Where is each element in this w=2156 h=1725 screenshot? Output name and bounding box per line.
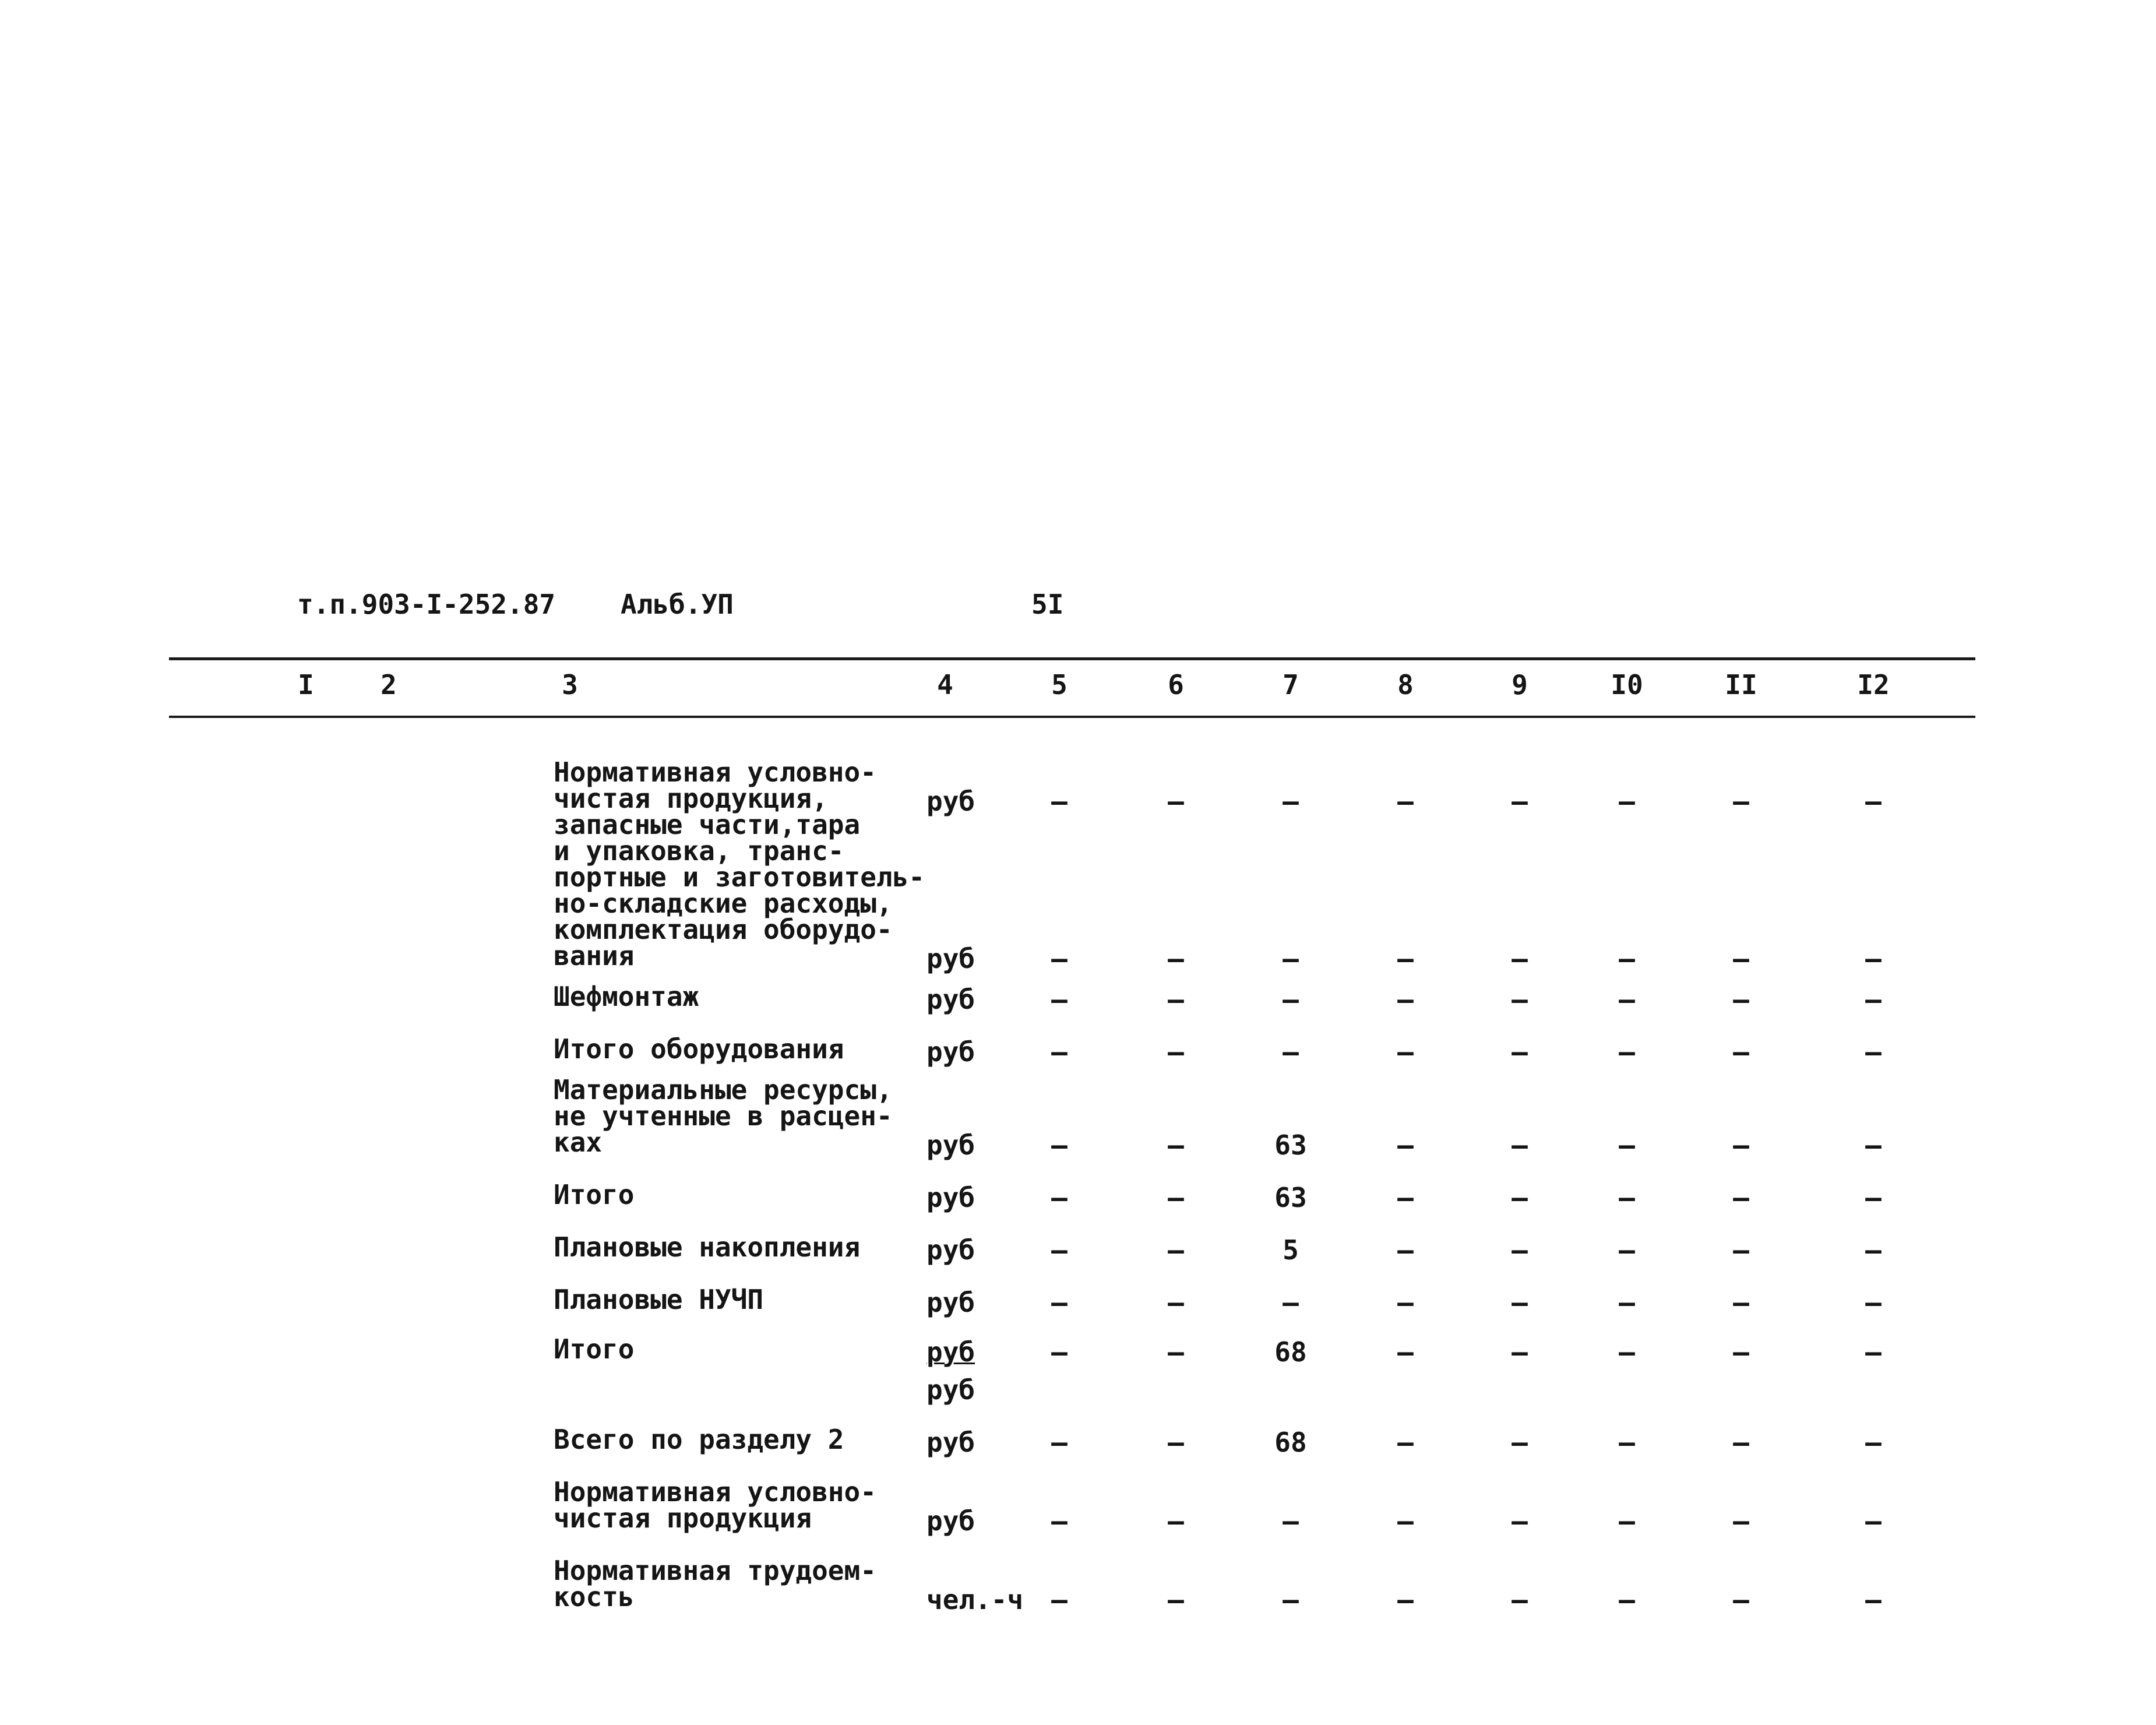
row-value: – (1051, 1182, 1068, 1213)
row-value: – (1619, 1584, 1635, 1615)
row-value: – (1283, 1287, 1299, 1318)
column-number-1: I (298, 669, 314, 700)
row-value: – (1733, 1336, 1749, 1368)
row-value: – (1168, 1336, 1184, 1368)
row-unit: руб (926, 786, 975, 817)
row-unit: руб (926, 1287, 975, 1318)
row-description: Итого (554, 1179, 635, 1210)
row-value: – (1619, 943, 1635, 974)
row-value: – (1865, 943, 1882, 974)
row-value: – (1619, 1129, 1635, 1161)
row-value: – (1619, 1287, 1635, 1318)
row-value: – (1051, 1234, 1068, 1266)
row-value: – (1865, 1505, 1882, 1537)
row-value: – (1619, 1234, 1635, 1266)
row-value: – (1168, 1129, 1184, 1161)
row-value: – (1397, 1287, 1414, 1318)
column-number-7: 7 (1283, 669, 1299, 700)
row-unit: руб (926, 1427, 975, 1458)
row-value: – (1512, 943, 1528, 974)
column-number-3: 3 (562, 669, 578, 700)
row-value: – (1619, 1182, 1635, 1213)
row-value: – (1283, 943, 1299, 974)
row-description: Нормативная трудоем- кость (554, 1555, 876, 1613)
table-top-rule (169, 657, 1975, 660)
row-value: – (1051, 1287, 1068, 1318)
column-number-4: 4 (937, 669, 953, 700)
row-value: – (1397, 1129, 1414, 1161)
row-value: – (1865, 1036, 1882, 1068)
row-value: – (1168, 1505, 1184, 1537)
row-value: – (1283, 786, 1299, 817)
row-description: Всего по разделу 2 (554, 1424, 844, 1455)
row-value: – (1397, 984, 1414, 1015)
row-value: – (1512, 1129, 1528, 1161)
row-description: Нормативная условно- чистая продукция (554, 1476, 876, 1534)
row-value: – (1733, 1182, 1749, 1213)
row-value: – (1733, 1234, 1749, 1266)
row-value: – (1512, 1234, 1528, 1266)
row-value: – (1512, 1505, 1528, 1537)
row-unit: руб (926, 984, 975, 1015)
row-value: – (1512, 1584, 1528, 1615)
row-value: – (1733, 1584, 1749, 1615)
row-description: Шефмонтаж (554, 981, 699, 1012)
row-value: – (1051, 786, 1068, 817)
row-value: – (1168, 1234, 1184, 1266)
row-value: – (1051, 1336, 1068, 1368)
row-value: – (1168, 786, 1184, 817)
row-value: – (1619, 1336, 1635, 1368)
row-description: Плановые накопления (554, 1231, 861, 1263)
row-value: – (1619, 786, 1635, 817)
row-value: – (1512, 786, 1528, 817)
row-unit: руб (926, 1129, 975, 1161)
row-value: – (1733, 1427, 1749, 1458)
column-number-5: 5 (1051, 669, 1068, 700)
row-value: 63 (1274, 1182, 1307, 1213)
row-value: – (1051, 1129, 1068, 1161)
row-value: – (1283, 984, 1299, 1015)
row-description: Итого оборудования (554, 1033, 844, 1065)
column-number-12: I2 (1857, 669, 1890, 700)
row-value: – (1865, 1584, 1882, 1615)
row-value: – (1051, 1505, 1068, 1537)
page-number: 5I (1031, 589, 1064, 620)
doc-code: т.п.903-I-252.87 (297, 589, 556, 620)
row-value: 63 (1274, 1129, 1307, 1161)
row-value: 68 (1274, 1427, 1307, 1458)
row-value: – (1733, 786, 1749, 817)
row-value: – (1283, 1505, 1299, 1537)
row-value: – (1733, 943, 1749, 974)
row-value: – (1168, 943, 1184, 974)
row-description: Нормативная условно- чистая продукция, (554, 756, 876, 814)
row-value: – (1865, 1336, 1882, 1368)
row-value: – (1865, 1129, 1882, 1161)
row-value: – (1397, 786, 1414, 817)
album-label: Альб.УП (621, 589, 734, 620)
row-value: – (1865, 1182, 1882, 1213)
column-number-10: I0 (1611, 669, 1643, 700)
row-value: – (1619, 1036, 1635, 1068)
row-value: – (1512, 1427, 1528, 1458)
row-value: – (1168, 1427, 1184, 1458)
row-value: – (1397, 1182, 1414, 1213)
row-value: – (1619, 1505, 1635, 1537)
row-value: – (1512, 1036, 1528, 1068)
row-value: – (1397, 1234, 1414, 1266)
row-unit: руб (926, 1505, 975, 1537)
row-value: – (1051, 1427, 1068, 1458)
row-value: – (1512, 1336, 1528, 1368)
row-value: – (1733, 1287, 1749, 1318)
row-value: – (1512, 984, 1528, 1015)
row-value: 68 (1274, 1336, 1307, 1368)
row-value: – (1168, 1182, 1184, 1213)
row-unit: руб (926, 1336, 975, 1368)
row-value: – (1397, 1584, 1414, 1615)
row-value: – (1733, 984, 1749, 1015)
row-value: – (1397, 1505, 1414, 1537)
column-number-6: 6 (1168, 669, 1184, 700)
column-header-rule (169, 716, 1975, 718)
column-number-9: 9 (1512, 669, 1528, 700)
row-unit: руб (926, 1182, 975, 1213)
row-value: – (1865, 1427, 1882, 1458)
row-value: – (1051, 943, 1068, 974)
row-description: запасные части,тара и упаковка, транс- портные и заготовитель- но-складские расходы, комплектация оборудо- вания (554, 809, 925, 971)
row-description: Итого (554, 1333, 635, 1365)
row-value: – (1865, 984, 1882, 1015)
row-value: – (1512, 1287, 1528, 1318)
row-value: – (1865, 1287, 1882, 1318)
row-value: – (1397, 1336, 1414, 1368)
row-value: – (1051, 1584, 1068, 1615)
row-unit: руб (926, 943, 975, 974)
row-unit-extra: руб (926, 1374, 975, 1406)
row-description: Плановые НУЧП (554, 1284, 764, 1315)
row-value: – (1283, 1584, 1299, 1615)
row-value: – (1619, 1427, 1635, 1458)
row-value: – (1051, 984, 1068, 1015)
column-number-2: 2 (381, 669, 397, 700)
row-value: – (1168, 1287, 1184, 1318)
row-value: – (1397, 1427, 1414, 1458)
row-value: – (1168, 984, 1184, 1015)
column-number-11: II (1725, 669, 1757, 700)
row-value: – (1865, 1234, 1882, 1266)
row-value: – (1619, 984, 1635, 1015)
row-value: – (1397, 943, 1414, 974)
row-value: – (1168, 1036, 1184, 1068)
row-unit: руб (926, 1036, 975, 1068)
row-value: – (1512, 1182, 1528, 1213)
column-number-8: 8 (1397, 669, 1414, 700)
row-value: 5 (1283, 1234, 1299, 1266)
row-value: – (1865, 786, 1882, 817)
row-value: – (1283, 1036, 1299, 1068)
row-description: Материальные ресурсы, не учтенные в расцен- ках (554, 1074, 893, 1158)
row-value: – (1733, 1036, 1749, 1068)
row-value: – (1733, 1129, 1749, 1161)
row-unit: чел.-ч (926, 1584, 1024, 1615)
row-value: – (1168, 1584, 1184, 1615)
row-value: – (1051, 1036, 1068, 1068)
row-value: – (1397, 1036, 1414, 1068)
row-unit: руб (926, 1234, 975, 1266)
row-value: – (1733, 1505, 1749, 1537)
